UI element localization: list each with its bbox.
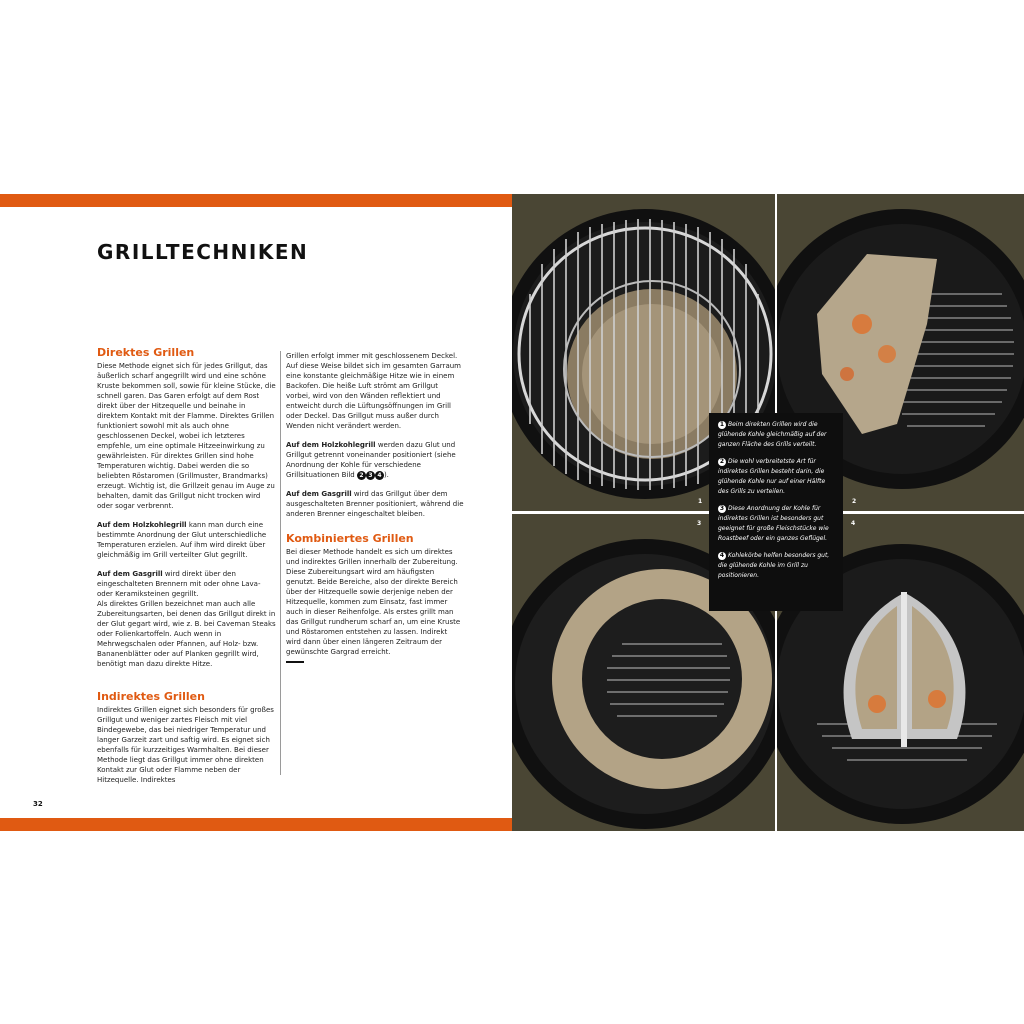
caption-number-1: 1 — [719, 420, 725, 428]
column-divider — [280, 351, 281, 775]
text-holzkohle: kann man durch eine bestimmte Anordnung der Glut unterschiedliche Temperaturen erzielen. Auf ihm wird direkt über gleichmäßig im Grill verteilter Glut gegrillt. — [97, 521, 267, 559]
paragraph-direkt: Diese Methode eignet sich für jedes Grillgut, das äußerlich scharf angegrillt wird und eine schöne Kruste bekommen soll, sowie für kleine Stücke, die schnell garen. Das Garen erfolgt auf dem Rost direkt über der Hitzequelle und beinahe in direktem Kontakt mit der Flamme. Direktes Grillen funktioniert sowohl mit als auch ohne geschlossenen Deckel, wobei ich letzteres empfehle, um eine optimale Hitzeeinwirkung zu gewährleisten. Für direktes Grillen sind hohe Temperaturen wichtig. Dabei werden die so beliebten Röstaromen (Grillmuster, Brandmarks) erzeugt. Wichtig ist, die Grillzeit genau im Auge zu behalten, damit das Grillgut nicht trocken wird oder sogar verbrennt. — [97, 362, 276, 510]
paragraph-holzkohle-2 — [286, 440, 464, 480]
bold-holzkohle-2: Auf dem Holzkohlegrill — [286, 441, 376, 449]
text-gasgrill-2: wird das Grillgut über dem ausgeschalteten Brenner positioniert, während die anderen Brenner eingeschaltet bleiben. — [286, 490, 464, 518]
photo-number-2: 2 — [852, 498, 857, 505]
paragraph-gasgrill — [97, 569, 277, 599]
caption-box — [709, 413, 843, 611]
paragraph-indirekt-cont: Grillen erfolgt immer mit geschlossenem Deckel. Auf diese Weise bildet sich im gesamten Garraum eine konstante gleichmäßige Hitze wie in einem Backofen. Die heiße Luft strömt am Grillgut vorbei, wird von den Wänden reflektiert und entweicht durch die Lüftungsöffnungen im Grill oder Deckel. Das Grillgut muss außer durch Wenden nicht verändert werden. — [286, 352, 461, 430]
text-column-1 — [97, 346, 277, 794]
text-holzkohle-2-end: ). — [383, 471, 389, 479]
accent-bar-top — [0, 194, 512, 207]
paragraph-holzkohle — [97, 520, 277, 560]
photo-number-1: 1 — [698, 498, 703, 505]
caption-number-3: 3 — [719, 504, 725, 512]
caption-number-4: 4 — [719, 551, 725, 559]
caption-1 — [718, 420, 834, 450]
caption-2 — [718, 457, 834, 497]
caption-text-1: Beim direkten Grillen wird die glühende Kohle gleichmäßig auf der ganzen Fläche des Grills verteilt. — [718, 421, 827, 448]
caption-text-4: Kohlekörbe helfen besonders gut, die glühende Kohle im Grill zu positionieren. — [718, 552, 830, 579]
end-mark — [286, 661, 304, 663]
book-spread — [0, 194, 1024, 831]
paragraph-extra: Als direktes Grillen bezeichnet man auch alle Zubereitungsarten, bei denen das Grillgut direkt in der Glut gegart wird, wie z. B. bei Caveman Steaks oder Folienkartoffeln. Auch wenn in Mehrwegschalen oder Pfannen, auf Holz- bzw. Bananenblätter oder auf Planken gegrillt wird, benötigt man dazu direkte Hitze. — [97, 600, 276, 668]
spacer — [97, 678, 277, 690]
paragraph-kombiniert: Bei dieser Methode handelt es sich um direktes und indirektes Grillen innerhalb der Zubereitung. Diese Zubereitungsart wird am häufigsten genutzt. Beide Bereiche, also der direkte Bereich über der Hitzequelle sowie derjenige neben der Hitzequelle, kommen zum Einsatz, fast immer auch in dieser Reihenfolge. Als erstes grillt man das Grillgut rundherum scharf an, um eine Kruste und Röstaromen entstehen zu lassen. Indirekt wird dann über einen längeren Zeitraum der gewünschte Gargrad erreicht. — [286, 548, 461, 656]
caption-4 — [718, 551, 834, 581]
bold-gasgrill: Auf dem Gasgrill — [97, 570, 163, 578]
paragraph-gasgrill-2 — [286, 489, 464, 519]
right-page-photos — [512, 194, 1024, 831]
heading-indirektes-grillen: Indirektes Grillen — [97, 690, 205, 703]
text-gasgrill: wird direkt über den eingeschalteten Brennern mit oder ohne Lava- oder Keramiksteinen gegrillt. — [97, 570, 261, 598]
bold-gasgrill-2: Auf dem Gasgrill — [286, 490, 352, 498]
photo-number-3: 3 — [697, 520, 702, 527]
caption-text-3: Diese Anordnung der Kohle für indirektes Grillen ist besonders gut geeignet für große Fleischstücke wie Roastbeef oder ein ganzes Geflügel. — [718, 505, 829, 542]
caption-3 — [718, 504, 834, 544]
photo-number-4: 4 — [851, 520, 856, 527]
caption-number-2: 2 — [719, 457, 725, 465]
heading-direktes-grillen: Direktes Grillen — [97, 346, 195, 359]
text-column-2 — [286, 351, 464, 663]
page-title: GRILLTECHNIKEN — [97, 240, 309, 264]
left-page — [0, 194, 512, 831]
caption-text-2: Die wohl verbreitetste Art für indirektes Grillen besteht darin, die glühende Kohle nur auf einer Hälfte des Grills zu verteilen. — [718, 458, 826, 495]
accent-bar-bottom — [0, 818, 512, 831]
bold-holzkohle: Auf dem Holzkohlegrill — [97, 521, 187, 529]
image-ref-badge-2: 2 — [357, 471, 366, 480]
paragraph-indirekt: Indirektes Grillen eignet sich besonders für großes Grillgut und weniger zartes Fleisch mit viel Bindegewebe, das bei niedriger Temperatur und langer Garzeit zart und saftig wird. Es eignet sich ebenfalls für kurzzeitiges Warmhalten. Bei dieser Methode liegt das Grillgut immer ohne direkten Kontakt zur Glut oder Flamme neben der Hitzequelle. Indirektes — [97, 706, 274, 784]
image-ref-badge-4: 4 — [375, 471, 384, 480]
heading-kombiniertes-grillen: Kombiniertes Grillen — [286, 532, 414, 545]
image-ref-badge-3: 3 — [366, 471, 375, 480]
page-number: 32 — [33, 800, 43, 808]
text-holzkohle-2: werden dazu Glut und Grillgut getrennt voneinander positioniert (siehe Anordnung der Kohle für verschiedene Grillsituationen Bild — [286, 441, 456, 479]
